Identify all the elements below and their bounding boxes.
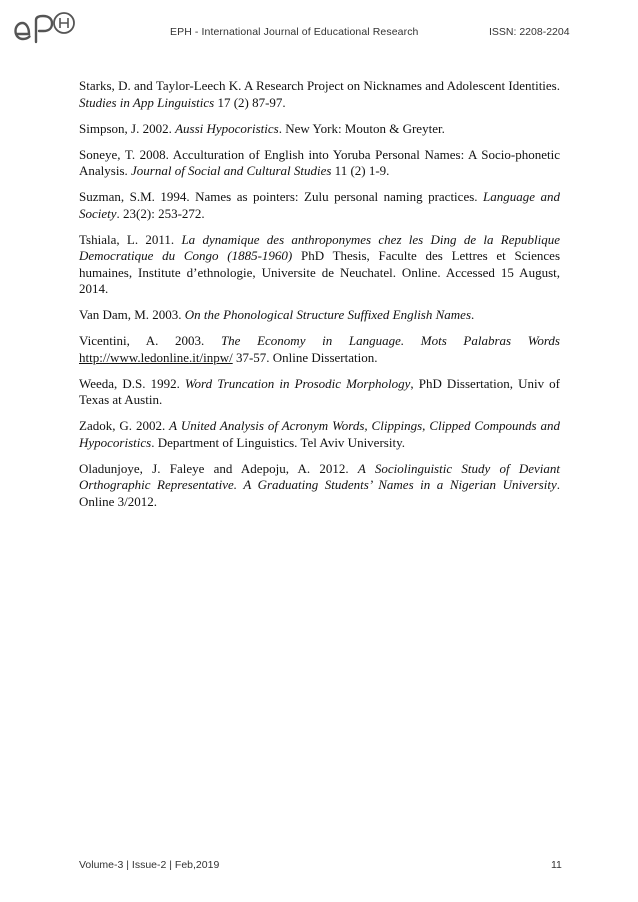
reference-entry: Van Dam, M. 2003. On the Phonological Structure Suffixed English Names.	[79, 307, 475, 322]
reference-entry: Oladunjoye, J. Faleye and Adepoju, A. 2012. A Sociolinguistic Study of Deviant Orthographic Representative. A Graduating Students’ Names in a Nigerian University. Online 3/2012.	[79, 460, 561, 509]
reference-entry: Weeda, D.S. 1992. Word Truncation in Prosodic Morphology, PhD Dissertation, Univ of Texas at Austin.	[79, 375, 560, 407]
eph-logo-icon	[12, 10, 84, 46]
reference-entry: Suzman, S.M. 1994. Names as pointers: Zulu personal naming practices. Language and Society. 23(2): 253-272.	[79, 189, 561, 221]
page-number: 11	[551, 859, 562, 871]
page-header	[0, 0, 638, 50]
reference-entry: Tshiala, L. 2011. La dynamique des anthroponymes chez les Ding de la Republique Democratique du Congo (1885-1960) PhD Thesis, Faculte des Lettres et Sciences humaines, Institute d’ethnologie, Universite de Neuchatel. Online. Accessed 15 August, 2014.	[79, 231, 560, 296]
reference-entry: Soneye, T. 2008. Acculturation of English into Yoruba Personal Names: A Socio-phonetic Analysis. Journal of Social and Cultural Studies 11 (2) 1-9.	[79, 146, 560, 178]
journal-title: EPH - International Journal of Educational Research	[170, 26, 419, 38]
reference-list	[79, 78, 560, 520]
reference-entry: Starks, D. and Taylor-Leech K. A Research Project on Nicknames and Adolescent Identities. Studies in App Linguistics 17 (2) 87-97.	[79, 78, 560, 110]
footer-volume-info: Volume-3 | Issue-2 | Feb,2019	[79, 859, 220, 871]
reference-entry: Zadok, G. 2002. A United Analysis of Acronym Words, Clippings, Clipped Compounds and Hypocoristics. Department of Linguistics. Tel Aviv University.	[79, 418, 560, 450]
issn-label: ISSN: 2208-2204	[489, 26, 570, 38]
reference-link[interactable]: http://www.ledonline.it/inpw/	[79, 349, 233, 365]
reference-entry: Vicentini, A. 2003. The Economy in Language. Mots Palabras Words http://www.ledonline.it/inpw/ 37-57. Online Dissertation.	[79, 333, 560, 365]
reference-entry: Simpson, J. 2002. Aussi Hypocoristics. New York: Mouton & Greyter.	[79, 120, 445, 136]
